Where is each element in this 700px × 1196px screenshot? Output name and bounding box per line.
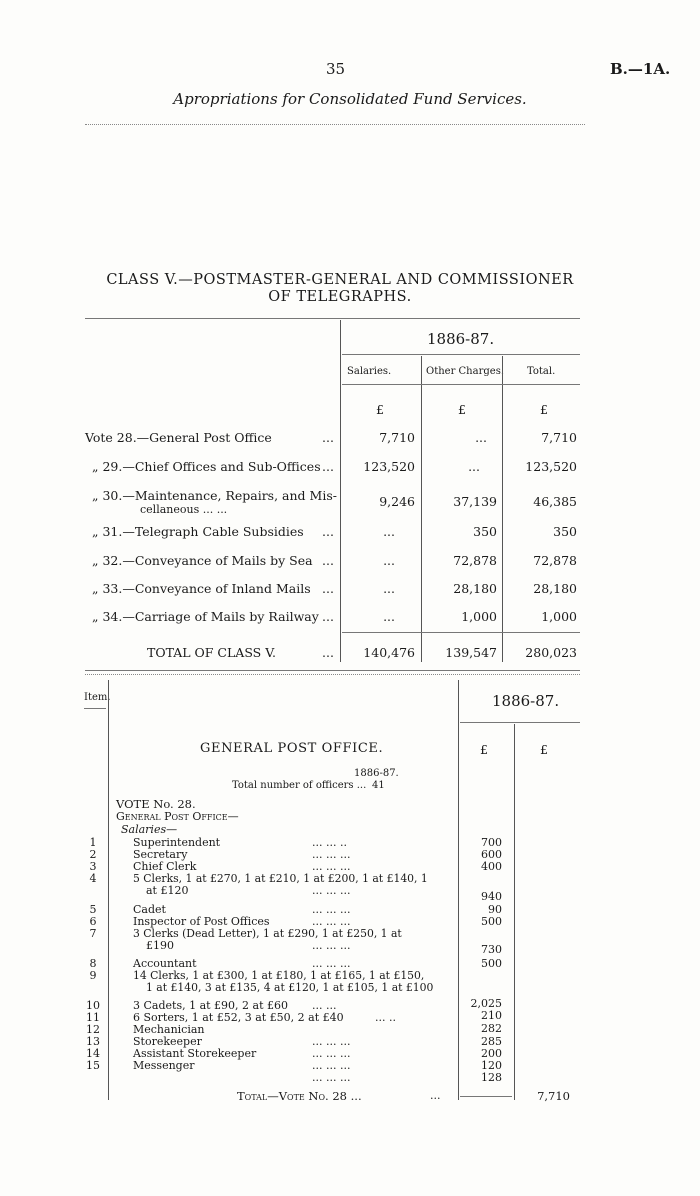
amount-column-divider bbox=[458, 680, 459, 1100]
year-heading: 1886-87. bbox=[427, 330, 495, 348]
pound-sign-total: £ bbox=[540, 742, 548, 757]
item-text: Storekeeper bbox=[133, 1035, 202, 1048]
pound-sign-other: £ bbox=[458, 402, 466, 417]
row-total: 350 bbox=[553, 524, 577, 539]
row-salaries: ... bbox=[383, 553, 395, 568]
class-title bbox=[80, 272, 600, 306]
row-other: ... bbox=[475, 430, 487, 445]
gpo-year-heading: 1886-87. bbox=[492, 692, 560, 710]
row-total: 72,878 bbox=[533, 553, 577, 568]
item-amount: 500 bbox=[481, 957, 502, 970]
row-salaries: 123,520 bbox=[363, 459, 415, 474]
col-divider-2 bbox=[502, 356, 503, 662]
row-salaries: ... bbox=[383, 609, 395, 624]
item-text: 3 Cadets, 1 at £90, 2 at £60 bbox=[133, 999, 289, 1012]
item-dots: ... .. bbox=[375, 1011, 396, 1024]
item-number: 14 bbox=[86, 1047, 100, 1060]
item-dots: ... ... ... bbox=[312, 848, 351, 861]
item-header-rule bbox=[84, 708, 106, 709]
item-dots: ... ... .. bbox=[312, 836, 347, 849]
total-salaries: 140,476 bbox=[363, 645, 415, 660]
item-dots: ... ... ... bbox=[312, 884, 351, 897]
table-top-rule bbox=[85, 318, 580, 319]
running-title: Apropriations for Consolidated Fund Services. bbox=[173, 90, 527, 108]
table-divider bbox=[340, 320, 341, 662]
row-label: „ 34.—Carriage of Mails by Railway bbox=[92, 609, 319, 624]
year-rule bbox=[342, 354, 580, 355]
item-dots: ... ... ... bbox=[312, 1059, 351, 1072]
item-number: 9 bbox=[89, 969, 97, 982]
row-dots: ... bbox=[322, 459, 334, 474]
item-dots: ... ... ... bbox=[312, 939, 351, 952]
item-dots: ... ... ... bbox=[312, 860, 351, 873]
item-dots: ... ... ... bbox=[312, 1035, 351, 1048]
item-number: 6 bbox=[89, 915, 97, 928]
row-salaries: ... bbox=[383, 581, 395, 596]
row-other: 28,180 bbox=[453, 581, 497, 596]
item-text: Inspector of Post Offices bbox=[133, 915, 270, 928]
item-amount: 200 bbox=[481, 1047, 502, 1060]
section-label: General Post Office— bbox=[116, 810, 239, 823]
item-amount: 120 bbox=[481, 1059, 502, 1072]
row-other: ... bbox=[468, 459, 480, 474]
row-label: „ 29.—Chief Offices and Sub-Offices bbox=[92, 459, 321, 474]
header-rule bbox=[85, 124, 585, 125]
total-other: 139,547 bbox=[445, 645, 497, 660]
gpo-title: GENERAL POST OFFICE. bbox=[200, 741, 384, 756]
item-text: 5 Clerks, 1 at £270, 1 at £210, 1 at £200, 1 at £140, 1 bbox=[133, 872, 428, 885]
item-amount: 128 bbox=[481, 1071, 502, 1084]
subtotal-column-divider bbox=[514, 724, 515, 1100]
item-amount: 90 bbox=[488, 903, 502, 916]
document-reference: B.—1A. bbox=[610, 60, 671, 78]
item-dots: ... ... ... bbox=[312, 957, 351, 970]
row-dots: ... bbox=[322, 581, 334, 596]
col-total: Total. bbox=[527, 366, 556, 377]
table-bottom-rule-2 bbox=[85, 674, 580, 675]
vote-label: VOTE No. 28. bbox=[116, 797, 196, 811]
item-header: Item. bbox=[84, 692, 111, 703]
row-label: „ 31.—Telegraph Cable Subsidies bbox=[92, 524, 304, 539]
item-text: 14 Clerks, 1 at £300, 1 at £180, 1 at £165, 1 at £150, bbox=[133, 969, 425, 982]
total-dots: ... bbox=[322, 645, 334, 660]
pound-sign-total: £ bbox=[540, 402, 548, 417]
page-number: 35 bbox=[326, 60, 346, 78]
item-dots: ... ... ... bbox=[312, 1047, 351, 1060]
item-amount: 500 bbox=[481, 915, 502, 928]
item-text: Chief Clerk bbox=[133, 860, 197, 873]
item-amount: 940 bbox=[481, 890, 502, 903]
item-column-divider bbox=[108, 680, 109, 1100]
row-total: 46,385 bbox=[533, 494, 577, 509]
item-text-continued: £190 bbox=[146, 939, 174, 952]
row-label: „ 30.—Maintenance, Repairs, and Mis- bbox=[92, 488, 337, 503]
row-dots: ... bbox=[322, 609, 334, 624]
class-title-line1: CLASS V.—POSTMASTER-GENERAL AND COMMISSIONER bbox=[106, 272, 574, 288]
gpo-year-rule bbox=[460, 722, 580, 723]
item-text: 3 Clerks (Dead Letter), 1 at £290, 1 at £250, 1 at bbox=[133, 927, 402, 940]
row-other: 1,000 bbox=[461, 609, 497, 624]
item-number: 5 bbox=[89, 903, 97, 916]
item-amount: 700 bbox=[481, 836, 502, 849]
col-salaries: Salaries. bbox=[347, 366, 392, 377]
item-text: Assistant Storekeeper bbox=[133, 1047, 257, 1060]
item-amount: 730 bbox=[481, 943, 502, 956]
subtotal-rule bbox=[342, 632, 580, 633]
row-total: 123,520 bbox=[525, 459, 577, 474]
total-vote-label: Total—Vote No. 28 ... bbox=[237, 1089, 362, 1103]
item-text-continued: at £120 bbox=[146, 884, 189, 897]
item-amount: 282 bbox=[481, 1022, 502, 1035]
total-label: TOTAL OF CLASS V. bbox=[147, 645, 277, 660]
officers-count: 41 bbox=[372, 780, 385, 791]
pound-sign-salaries: £ bbox=[376, 402, 384, 417]
row-other: 37,139 bbox=[453, 494, 497, 509]
row-dots: ... bbox=[322, 553, 334, 568]
salaries-label: Salaries— bbox=[121, 823, 178, 836]
total-vote-dots: ... bbox=[430, 1089, 441, 1102]
row-label: Vote 28.—General Post Office bbox=[85, 430, 272, 445]
item-text-continued: 1 at £140, 3 at £135, 4 at £120, 1 at £105, 1 at £100 bbox=[146, 981, 434, 994]
item-dots: ... ... ... bbox=[312, 915, 351, 928]
row-salaries: 9,246 bbox=[379, 494, 415, 509]
row-other: 72,878 bbox=[453, 553, 497, 568]
item-number: 13 bbox=[86, 1035, 100, 1048]
total-vote-amount: 7,710 bbox=[537, 1089, 570, 1103]
item-number: 2 bbox=[89, 848, 97, 861]
item-amount: 2,025 bbox=[470, 997, 502, 1010]
item-text: Cadet bbox=[133, 903, 166, 916]
row-label: „ 33.—Conveyance of Inland Mails bbox=[92, 581, 311, 596]
item-text: Superintendent bbox=[133, 836, 221, 849]
officers-label: Total number of officers ... bbox=[232, 780, 367, 791]
row-dots: ... bbox=[322, 524, 334, 539]
item-number: 4 bbox=[89, 872, 97, 885]
item-dots: ... ... ... bbox=[312, 903, 351, 916]
pound-sign-items: £ bbox=[480, 742, 488, 757]
row-salaries: ... bbox=[383, 524, 395, 539]
item-number: 15 bbox=[86, 1059, 100, 1072]
item-amount: 600 bbox=[481, 848, 502, 861]
row-dots: ... bbox=[322, 430, 334, 445]
row-total: 28,180 bbox=[533, 581, 577, 596]
items-total-rule bbox=[460, 1096, 512, 1097]
row-total: 1,000 bbox=[541, 609, 577, 624]
row-total: 7,710 bbox=[541, 430, 577, 445]
item-number: 11 bbox=[86, 1011, 100, 1024]
item-text: 6 Sorters, 1 at £52, 3 at £50, 2 at £40 bbox=[133, 1011, 344, 1024]
item-number: 3 bbox=[89, 860, 97, 873]
colhead-rule bbox=[342, 384, 580, 385]
table-bottom-rule bbox=[85, 670, 580, 671]
item-text: Messenger bbox=[133, 1059, 195, 1072]
row-label: „ 32.—Conveyance of Mails by Sea bbox=[92, 553, 313, 568]
row-salaries: 7,710 bbox=[379, 430, 415, 445]
col-other-charges: Other Charges. bbox=[426, 366, 504, 377]
item-text: Accountant bbox=[133, 957, 197, 970]
row-label-continued: cellaneous ... ... bbox=[140, 503, 228, 516]
item-dots: ... ... bbox=[312, 999, 337, 1012]
item-amount: 285 bbox=[481, 1035, 502, 1048]
col-divider-1 bbox=[421, 356, 422, 662]
item-dots: ... ... ... bbox=[312, 1071, 351, 1084]
item-number: 8 bbox=[89, 957, 97, 970]
item-number: 7 bbox=[89, 927, 97, 940]
item-number: 1 bbox=[89, 836, 97, 849]
class-title-line2: OF TELEGRAPHS. bbox=[268, 289, 412, 305]
item-text: Secretary bbox=[133, 848, 188, 861]
item-text: Mechanician bbox=[133, 1023, 205, 1036]
row-other: 350 bbox=[473, 524, 497, 539]
item-amount: 210 bbox=[481, 1009, 502, 1022]
item-number: 12 bbox=[86, 1023, 100, 1036]
total-total: 280,023 bbox=[525, 645, 577, 660]
item-amount: 400 bbox=[481, 860, 502, 873]
officers-year: 1886-87. bbox=[354, 768, 399, 779]
item-number: 10 bbox=[86, 999, 100, 1012]
